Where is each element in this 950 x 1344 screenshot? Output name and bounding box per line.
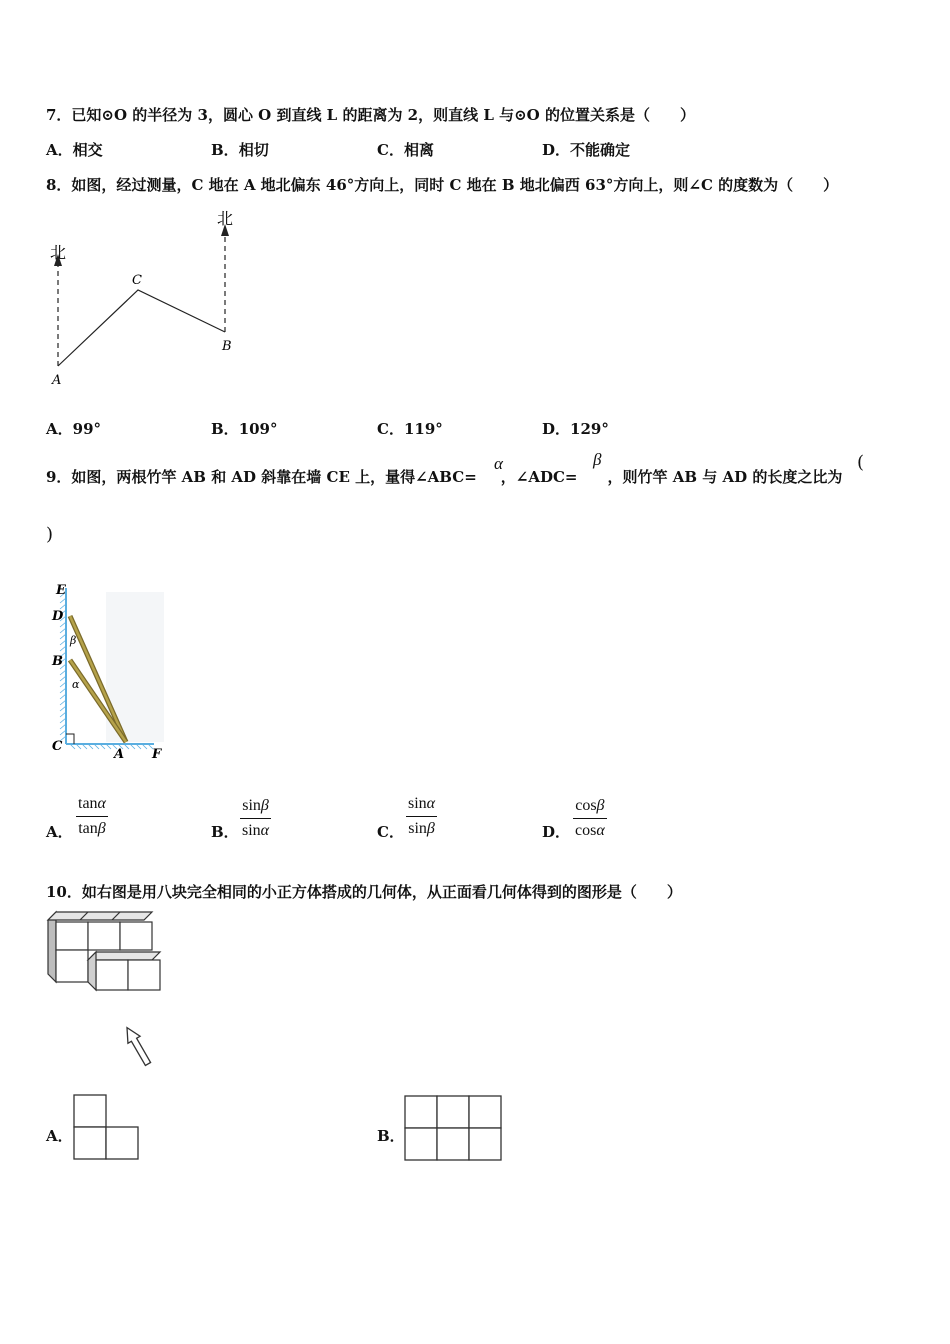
angle-alpha-label: α [72,678,80,691]
square [469,1128,501,1160]
square [437,1096,469,1128]
q8-option-b[interactable] [211,418,278,439]
option-text: 相交 [72,141,103,159]
numerator: tanα [78,795,106,812]
point-c-label: C [132,273,142,288]
fraction-bar [406,816,437,817]
option-letter: D． [542,420,571,438]
q9-stem-part1: 9．如图，两根竹竿 AB 和 AD 斜靠在墙 CE 上，量得∠ABC= [46,468,477,486]
fraction-bar [240,818,271,819]
square [74,1095,106,1127]
label-c: C [52,739,63,754]
denominator: sinα [242,822,270,839]
q9-stem-part3: ，则竹竿 AB 与 AD 的长度之比为 [607,468,843,486]
q8-direction-figure [40,204,250,390]
denominator: cosα [575,822,605,839]
view-direction-arrow-icon [121,1024,154,1067]
option-letter: C． [377,420,404,438]
q9-bamboo-figure [44,580,174,764]
fraction-bar [573,818,607,819]
q10-cubes-figure [44,908,170,1072]
label-e: E [56,583,66,598]
north-label-a: 北 [50,243,67,262]
q9-open-paren: ( [857,452,865,473]
q9-option-d-letter[interactable]: D． [542,823,571,841]
north-label-b: 北 [217,209,234,228]
label-d: D [52,609,64,624]
option-letter: A． [46,141,73,159]
option-letter: C． [377,141,404,159]
q8-option-a[interactable] [46,418,101,439]
option-text: 不能确定 [570,141,631,159]
square [437,1128,469,1160]
q7-option-b[interactable] [211,139,269,160]
option-text: 相切 [238,141,269,159]
option-letter: A． [46,420,73,438]
q10-option-a-figure[interactable] [72,1093,142,1163]
q7-option-a[interactable] [46,139,103,160]
option-text: 109° [238,420,278,438]
square [469,1096,501,1128]
q9-option-c-letter[interactable]: C． [377,823,404,841]
label-f: F [152,747,162,762]
option-letter: D． [542,141,571,159]
q9-option-d-fraction [573,797,607,840]
option-text: 119° [403,420,443,438]
q8-stem: 8．如图，经过测量，C 地在 A 地北偏东 46°方向上，同时 C 地在 B 地北偏西 63°方向上，则∠C 的度数为（ ） [46,176,839,194]
q9-option-b-letter[interactable]: B． [211,823,239,841]
denominator: sinβ [408,820,435,837]
q7-stem: 7．已知⊙O 的半径为 3，圆心 O 到直线 L 的距离为 2，则直线 L 与⊙O 的位置关系是（ ） [46,106,695,124]
q9-close-paren: ) [46,524,54,545]
numerator: sinβ [242,797,269,814]
q8-option-d[interactable] [542,418,609,439]
fraction-bar [76,816,108,817]
option-text: 129° [570,420,609,438]
q7-option-c[interactable] [377,139,434,160]
square [106,1127,138,1159]
option-letter: B． [211,420,239,438]
q10-stem: 10．如右图是用八块完全相同的小正方体搭成的几何体，从正面看几何体得到的图形是（ ） [46,883,682,901]
q8-option-c[interactable] [377,418,443,439]
q10-option-b-figure[interactable] [403,1094,503,1164]
cube-group [48,912,160,990]
option-text: 99° [72,420,102,438]
q9-option-b-fraction [240,797,271,840]
label-b: B [52,654,63,669]
q9-option-a-fraction [76,795,108,838]
right-angle-mark [66,734,74,744]
numerator: sinα [408,795,436,812]
q9-beta: β [593,450,602,469]
square [74,1127,106,1159]
option-letter: B． [211,141,239,159]
angle-beta-label: β [70,634,77,647]
denominator: tanβ [78,820,106,837]
label-a: A [114,747,125,762]
square [405,1096,437,1128]
path-acb [58,290,225,366]
numerator: cosβ [575,797,605,814]
q10-option-b-letter[interactable]: B． [377,1127,405,1145]
q7-option-d[interactable] [542,139,630,160]
point-b-label: B [222,339,232,354]
q10-option-a-letter[interactable]: A． [46,1127,73,1145]
q9-option-c-fraction [406,795,437,838]
option-text: 相离 [403,141,434,159]
q9-option-a-letter[interactable]: A． [46,823,73,841]
point-a-label: A [52,373,62,388]
q9-stem-part2: ，∠ADC= [500,468,578,486]
q9-alpha: α [494,454,503,473]
q9-stem [46,466,842,487]
square [405,1128,437,1160]
